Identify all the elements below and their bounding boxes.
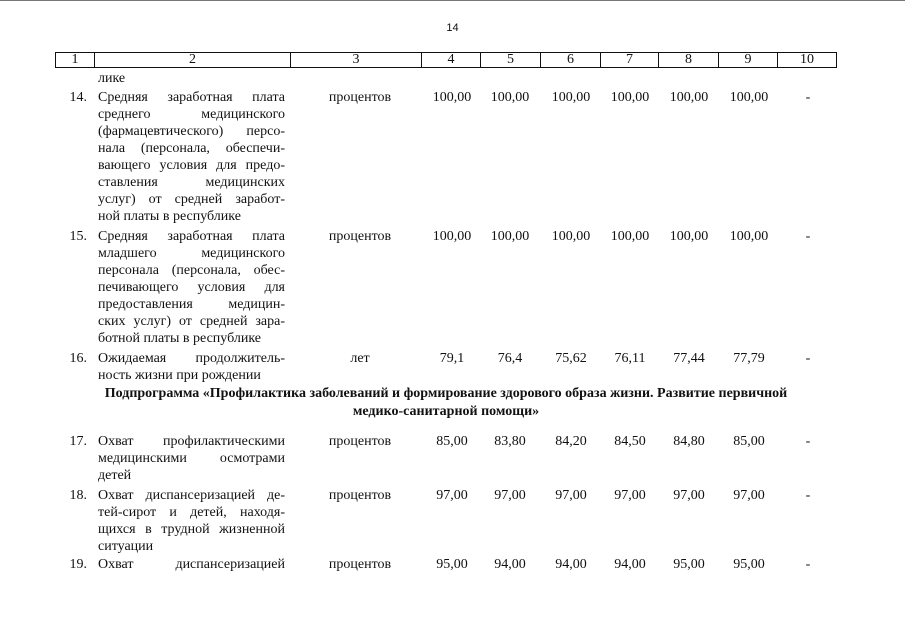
value-col-7: 76,11: [614, 351, 646, 366]
value-col-7: 94,00: [614, 557, 646, 572]
value-col-8: 77,44: [673, 351, 705, 366]
row-unit: процентов: [328, 557, 392, 572]
subprogram-heading-line-1: Подпрограмма «Профилактика заболеваний и формирование здорового образа жизни. Развитие первичной: [104, 386, 788, 401]
text-line: медицинскими осмотрами: [98, 451, 285, 466]
continued-text: лике: [98, 71, 126, 86]
text-line: щихся в трудной жизненной: [98, 522, 285, 537]
table-header-row: [55, 52, 837, 68]
row-number: 19.: [69, 557, 87, 572]
value-col-10: -: [805, 351, 811, 366]
row-number: 18.: [69, 488, 87, 503]
text-line: Охват профилактическими: [98, 434, 285, 449]
value-col-7: 100,00: [610, 229, 650, 244]
row-indicator-text: [98, 350, 285, 384]
header-col-6: 6: [541, 53, 601, 67]
text-line: Средняя заработная плата: [98, 90, 285, 105]
row-unit: процентов: [328, 229, 392, 244]
text-line: печивающего условия для: [98, 280, 285, 295]
value-col-5: 100,00: [490, 229, 530, 244]
text-line: Охват диспансеризацией: [98, 557, 285, 572]
value-col-6: 97,00: [555, 488, 587, 503]
header-col-2: 2: [95, 53, 291, 67]
value-col-4: 100,00: [432, 90, 472, 105]
value-col-9: 95,00: [733, 557, 765, 572]
value-col-4: 79,1: [439, 351, 465, 366]
row-number: 15.: [69, 229, 87, 244]
value-col-10: -: [805, 229, 811, 244]
row-indicator-text: [98, 487, 285, 555]
value-col-7: 97,00: [614, 488, 646, 503]
value-col-9: 85,00: [733, 434, 765, 449]
value-col-6: 75,62: [555, 351, 587, 366]
header-col-10: 10: [800, 52, 814, 67]
value-col-9: 100,00: [729, 90, 769, 105]
value-col-5: 83,80: [494, 434, 526, 449]
row-unit: лет: [350, 351, 370, 366]
value-col-4: 95,00: [436, 557, 468, 572]
row-unit: процентов: [328, 488, 392, 503]
row-indicator-text: [98, 228, 285, 347]
page-top-border: [0, 0, 905, 3]
text-line: нала (персонала, обеспечи-: [98, 141, 285, 156]
row-number: 17.: [69, 434, 87, 449]
header-col-9: 9: [719, 53, 778, 67]
value-col-9: 100,00: [729, 229, 769, 244]
value-col-8: 100,00: [669, 90, 709, 105]
text-line: ной платы в республике: [98, 209, 241, 224]
text-line: (фармацевтического) персо-: [98, 124, 285, 139]
value-col-5: 97,00: [494, 488, 526, 503]
value-col-4: 100,00: [432, 229, 472, 244]
header-col-8: 8: [659, 53, 719, 67]
text-line: услуг) от средней заработ-: [98, 192, 285, 207]
value-col-5: 94,00: [494, 557, 526, 572]
row-number: 16.: [69, 351, 87, 366]
text-line: среднего медицинского: [98, 107, 285, 122]
row-unit: процентов: [328, 434, 392, 449]
header-col-7: 7: [601, 53, 659, 67]
text-line: детей: [98, 468, 132, 483]
text-line: предоставления медицин-: [98, 297, 285, 312]
subprogram-heading-line-2: медико-санитарной помощи»: [352, 404, 540, 419]
value-col-4: 97,00: [436, 488, 468, 503]
text-line: Средняя заработная плата: [98, 229, 285, 244]
text-line: младшего медицинского: [98, 246, 285, 261]
header-col-3: 3: [291, 53, 422, 67]
value-col-5: 100,00: [490, 90, 530, 105]
value-col-9: 97,00: [733, 488, 765, 503]
value-col-6: 84,20: [555, 434, 587, 449]
text-line: ность жизни при рождении: [98, 368, 261, 383]
value-col-9: 77,79: [733, 351, 765, 366]
row-indicator-text: [98, 433, 285, 484]
text-line: Охват диспансеризацией де-: [98, 488, 285, 503]
text-line: ситуации: [98, 539, 154, 554]
value-col-10: -: [805, 557, 811, 572]
value-col-7: 100,00: [610, 90, 650, 105]
text-line: Ожидаемая продолжитель-: [98, 351, 285, 366]
value-col-6: 100,00: [551, 229, 591, 244]
value-col-6: 100,00: [551, 90, 591, 105]
value-col-8: 84,80: [673, 434, 705, 449]
value-col-8: 97,00: [673, 488, 705, 503]
text-line: тей-сирот и детей, находя-: [98, 505, 285, 520]
value-col-8: 95,00: [673, 557, 705, 572]
header-col-4: 4: [422, 53, 481, 67]
value-col-10: -: [805, 434, 811, 449]
subprogram-heading: [55, 385, 837, 421]
text-line: персонала (персонала, обес-: [98, 263, 285, 278]
text-line: вающего условия для предо-: [98, 158, 285, 173]
value-col-5: 76,4: [497, 351, 523, 366]
text-line: ботной платы в республике: [98, 331, 262, 346]
row-indicator-text: [98, 556, 285, 573]
value-col-6: 94,00: [555, 557, 587, 572]
value-col-10: -: [805, 488, 811, 503]
text-line: ставления медицинских: [98, 175, 285, 190]
value-col-8: 100,00: [669, 229, 709, 244]
header-col-5: 5: [481, 53, 541, 67]
row-number: 14.: [69, 90, 87, 105]
value-col-10: -: [805, 90, 811, 105]
value-col-4: 85,00: [436, 434, 468, 449]
value-col-7: 84,50: [614, 434, 646, 449]
page-number: 14: [446, 22, 459, 34]
row-unit: процентов: [328, 90, 392, 105]
header-col-1: 1: [56, 53, 95, 67]
text-line: ских услуг) от средней зара-: [98, 314, 285, 329]
row-indicator-text: [98, 89, 285, 225]
